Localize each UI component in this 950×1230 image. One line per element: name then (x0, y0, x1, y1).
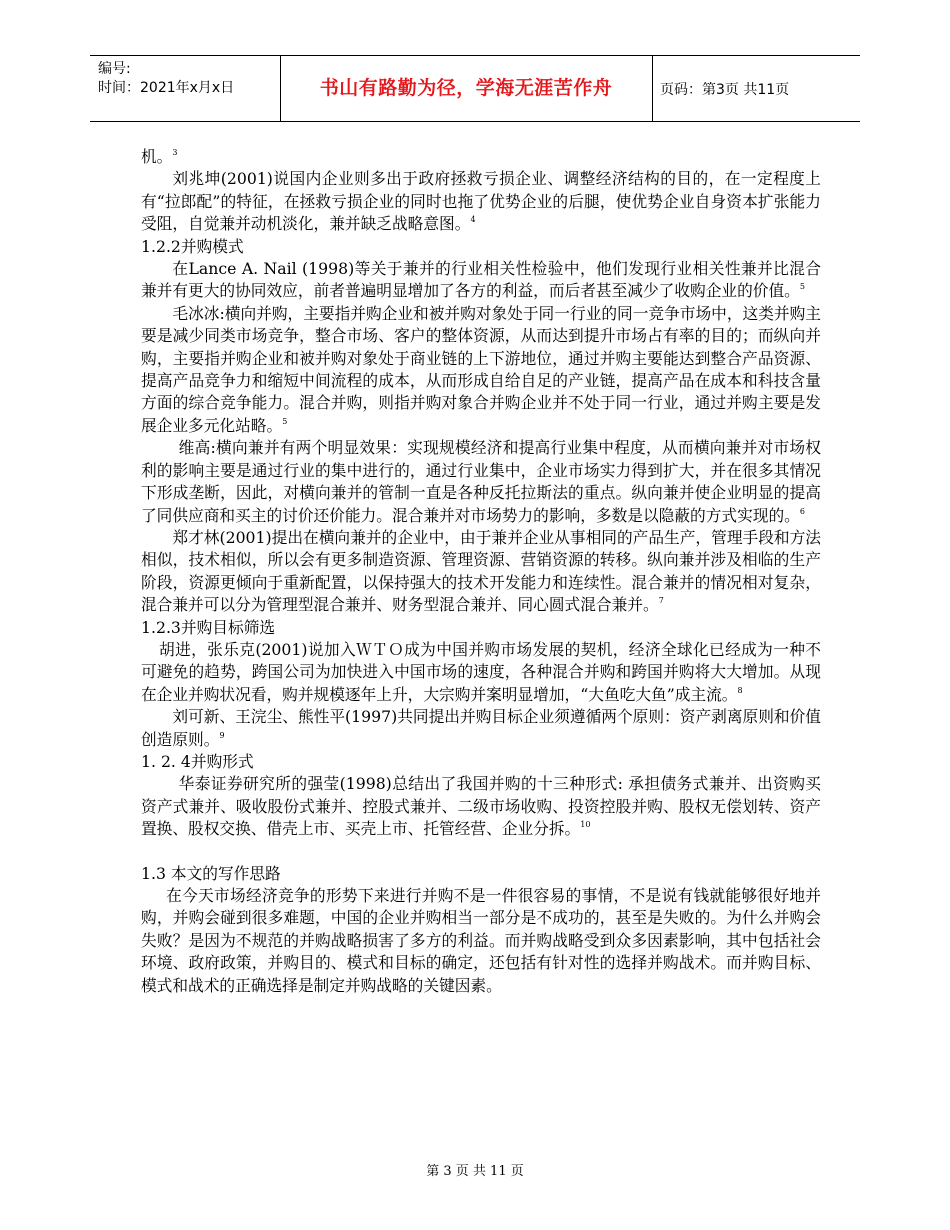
page-header (90, 55, 860, 121)
header-divider-right (652, 55, 653, 121)
header-page-number: 页码：第3页 共11页 (660, 82, 790, 98)
paragraph: 刘兆坤(2001)说国内企业则多出于政府拯救亏损企业、调整经济结构的目的，在一定程度上有“拉郎配”的特征，在拯救亏损企业的同时也拖了优势企业的后腿，使优势企业自身资本扩张能力受阻，自觉兼并动机淡化，兼并缺乏战略意图。$^4$ (141, 169, 821, 234)
paragraph: 维高:横向兼并有两个明显效果：实现规模经济和提高行业集中程度，从而横向兼并对市场权利的影响主要是通过行业的集中进行的，通过行业集中，企业市场实力得到扩大，并在很多其情况下形成垄断，因此，对横向兼并的管制一直是各种反托拉斯法的重点。纵向兼并使企业明显的提高了同供应商和买主的讨价还价能力。混合兼并对市场势力的影响，多数是以隐蔽的方式实现的。$^6$ (141, 438, 821, 525)
header-top-rule (90, 55, 860, 56)
paragraph: 华泰证券研究所的强莹(1998)总结出了我国并购的十三种形式: 承担债务式兼并、出资购买资产式兼并、吸收股份式兼并、控股式兼并、二级市场收购、投资控股并购、股权无偿划转、资产置换、股权交换、借壳上市、买壳上市、托管经营、企业分拆。$^{10}$ (141, 774, 821, 839)
page-footer: 第 3 页 共 11 页 (426, 1164, 524, 1179)
footnote-ref: 5 (799, 282, 805, 292)
paragraph: 在Lance A. Nail (1998)等关于兼并的行业相关性检验中，他们发现行业相关性兼并比混合兼并有更大的协同效应，前者普遍明显增加了各方的利益，而后者甚至减少了收购企业的价值。$^5$ (141, 259, 821, 301)
section-heading: 1.2.3并购目标筛选 (141, 617, 276, 637)
section-heading: 1. 2. 4并购形式 (141, 751, 254, 771)
section-heading: 1.3 本文的写作思路 (141, 863, 281, 883)
paragraph: 毛冰冰:横向并购，主要指并购企业和被并购对象处于同一行业的同一竞争市场中，这类并购主要是减少同类市场竞争，整合市场、客户的整体资源，从而达到提升市场占有率的目的；而纵向并购，主要指并购企业和被并购对象处于商业链的上下游地位，通过并购主要能达到整合产品资源、提高产品竞争力和缩短中间流程的成本，从而形成自给自足的产业链，提高产品在成本和科技含量方面的综合竞争能力。混合并购，则指并购对象合并购企业并不处于同一行业，通过并购主要是发展企业多元化站略。$^5$ (141, 303, 821, 435)
paragraph: 郑才林(2001)提出在横向兼并的企业中，由于兼并企业从事相同的产品生产，管理手段和方法相似，技术相似，所以会有更多制造资源、管理资源、营销资源的转移。纵向兼并涉及相临的生产阶段，资源更倾向于重新配置，以保持强大的技术开发能力和连续性。混合兼并的情况相对复杂，混合兼并可以分为管理型混合兼并、财务型混合兼并、同心圆式混合兼并。$^7$ (141, 527, 821, 615)
footnote-ref: 7 (658, 596, 664, 606)
document-time: 时间：2021年x月x日 (98, 80, 235, 96)
section-heading: 1.2.2并购模式 (141, 236, 244, 256)
document-body (141, 146, 821, 997)
footnote-ref: 8 (737, 685, 743, 695)
paragraph: 机。$^3$ (141, 147, 178, 166)
footnote-ref: 3 (172, 148, 178, 157)
footnote-ref: 10 (580, 820, 591, 830)
spacer (141, 841, 821, 863)
footnote-ref: 4 (470, 215, 476, 225)
paragraph: 胡进，张乐克(2001)说加入ＷＴＯ成为中国并购市场发展的契机，经济全球化已经成为一种不可避免的趋势，跨国公司为加快进入中国市场的速度，各种混合并购和跨国并购将大大增加。从现在企业并购状况看，购并规模逐年上升，大宗购并案明显增加，“大鱼吃大鱼”成主流。$^8$ (141, 639, 821, 704)
paragraph: 在今天市场经济竞争的形势下来进行并购不是一件很容易的事情，不是说有钱就能够很好地并购，并购会碰到很多难题，中国的企业并购相当一部分是不成功的，甚至是失败的。为什么并购会失败？是因为不规范的并购战略损害了多方的利益。而并购战略受到众多因素影响，其中包括社会环境、政府政策，并购目的、模式和目标的确定，还包括有针对性的选择并购战术。而并购目标、模式和战术的正确选择是制定并购战略的关键因素。 (141, 886, 821, 995)
footnote-ref: 5 (282, 416, 288, 426)
footnote-ref: 6 (799, 506, 805, 516)
header-bottom-rule (90, 121, 860, 122)
header-meta (98, 60, 234, 98)
document-number-label: 编号: (98, 61, 131, 77)
paragraph: 刘可新、王浣尘、熊性平(1997)共同提出并购目标企业须遵循两个原则：资产剥离原则和价值创造原则。$^9$ (141, 707, 821, 749)
header-motto: 书山有路勤为径，学海无涯苦作舟 (319, 77, 613, 99)
footnote-ref: 9 (219, 730, 225, 740)
